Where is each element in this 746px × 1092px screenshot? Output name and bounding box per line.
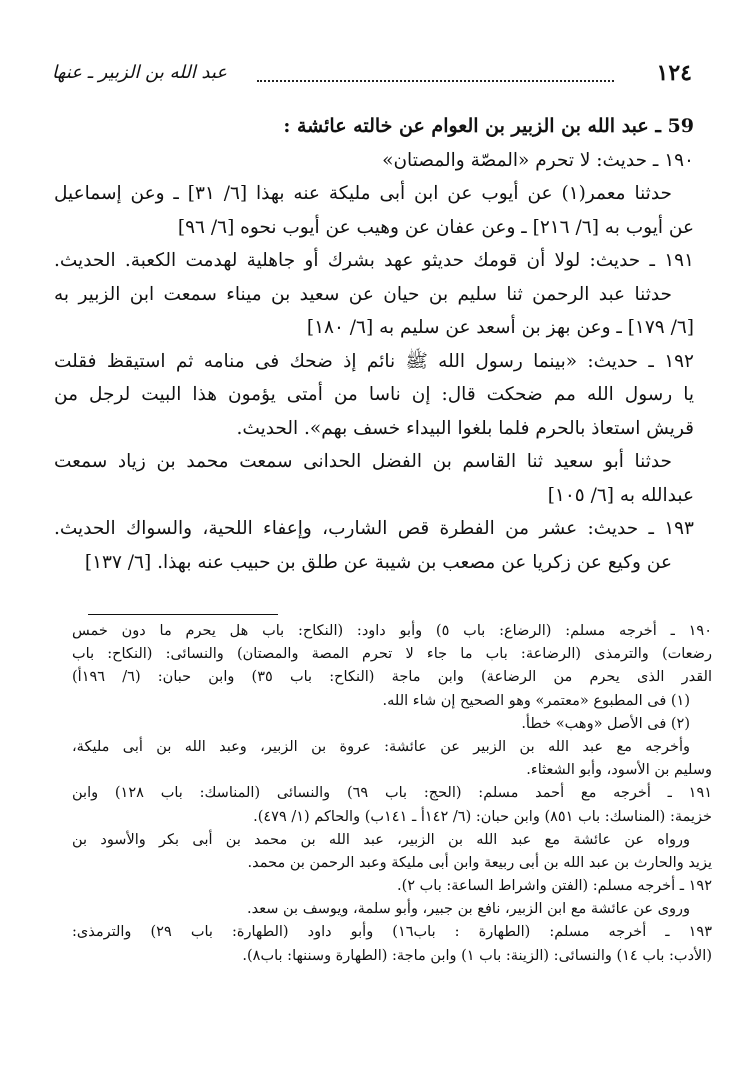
text-line: عن وكيع عن زكريا عن مصعب بن شيبة عن طلق بن حبيب عنه بهذا. [٦/ ١٣٧]: [84, 551, 672, 573]
text-line: عن أيوب به [٦/ ٢١٦] ـ وعن عفان عن وهيب عن أيوب نحوه [٦/ ٩٦]: [177, 216, 694, 238]
footnote-line: رضعات) والترمذى (الرضاعة: باب ما جاء لا تحرم المصة والمصتان) والنسائى: (النكاح: باب: [72, 646, 712, 663]
text-line: قريش استعاذ بالحرم فلما بلغوا البيداء خسف بهم». الحديث.: [236, 417, 694, 439]
footnotes: [72, 620, 712, 968]
footnote-line: ١٩١ ـ أخرجه مع أحمد مسلم: (الحج: باب ٦٩) والنسائى (المناسك: باب ١٢٨) وابن: [72, 785, 712, 802]
footnote-line: خزيمة: (المناسك: باب ٨٥١) وابن حبان: (٦/ ١٤٢أ ـ ١٤١ب) والحاكم (١/ ٤٧٩).: [253, 808, 712, 825]
footnote-line: القدر الذى يحرم من الرضاعة) وابن ماجة (النكاح: باب ٣٥) وابن حبان: (٦/ ١٩٦أ): [72, 669, 712, 686]
footnote-line: وروى عن عائشة مع ابن الزبير، نافع بن جبير، وأبو سلمة، ويوسف بن سعد.: [247, 901, 690, 918]
main-text: [54, 110, 694, 579]
footnote-line: وسليم بن الأسود، وأبو الشعثاء.: [526, 762, 712, 779]
footnote-line: (الأدب: باب ١٤) والنسائى: (الزينة: باب ١) وابن ماجة: (الطهارة وسننها: باب٨).: [242, 947, 712, 964]
footnote-line: ١٩٣ ـ أخرجه مسلم: (الطهارة : باب١٦) وأبو داود (الطهارة: باب ٢٩) والترمذى:: [72, 924, 712, 941]
hadith-192-heading: ١٩٢ ـ حديث: «بينما رسول الله ﷺ نائم إذ ضحك فى منامه ثم استيقظ فقلت: [54, 350, 694, 372]
text-line: يا رسول الله مم ضحكت قال: إن ناسا من أمتى يؤمون هذا البيت لرجل من: [54, 384, 694, 405]
text-line: حدثنا عبد الرحمن ثنا سليم بن حيان عن سعيد بن ميناء سمعت ابن الزبير به: [54, 283, 672, 305]
hadith-191-heading: ١٩١ ـ حديث: لولا أن قومك حديثو عهد بشرك أو جاهلية لهدمت الكعبة. الحديث.: [54, 250, 694, 271]
page-number: ١٢٤: [656, 60, 692, 86]
text-line: حدثنا معمر(١) عن أيوب عن ابن أبى مليكة عنه بهذا [٦/ ٣١] ـ وعن إسماعيل: [54, 183, 672, 204]
text-line: [٦/ ١٧٩] ـ وعن بهز بن أسعد عن سليم به [٦/ ١٨٠]: [306, 317, 694, 338]
text-line: عبدالله به [٦/ ١٠٥]: [547, 484, 694, 506]
page-header: [52, 60, 692, 90]
footnote-line: (٢) فى الأصل «وهب» خطأ.: [521, 715, 690, 732]
text-line: حدثنا أبو سعيد ثنا القاسم بن الفضل الحدانى سمعت محمد بن زياد سمعت: [54, 451, 672, 472]
footnote-line: وأخرجه مع عبد الله بن الزبير عن عائشة: عروة بن الزبير، وعبد الله بن أبى مليكة،: [72, 738, 690, 755]
hadith-190-heading: ١٩٠ ـ حديث: لا تحرم «المصّة والمصتان»: [382, 149, 694, 171]
section-title: 59 ـ عبد الله بن الزبير بن العوام عن خالته عائشة :: [283, 115, 694, 137]
header-dotted-rule: [257, 80, 614, 82]
footnote-line: ١٩٢ ـ أخرجه مسلم: (الفتن واشراط الساعة: باب ٢).: [396, 878, 712, 895]
footnote-line: (١) فى المطبوع «معتمر» وهو الصحيح إن شاء الله.: [382, 692, 690, 709]
footnote-line: ١٩٠ ـ أخرجه مسلم: (الرضاع: باب ٥) وأبو داود: (النكاح: باب هل يحرم ما دون خمس: [72, 623, 712, 639]
running-title: عبد الله بن الزبير ـ عنها: [52, 62, 228, 83]
footnote-rule: [88, 614, 278, 615]
hadith-193-heading: ١٩٣ ـ حديث: عشر من الفطرة قص الشارب، وإعفاء اللحية، والسواك الحديث.: [54, 518, 694, 539]
footnote-line: يزيد والحارث بن عبد الله بن أبى ربيعة وابن أبى مليكة وعبد الرحمن بن محمد.: [247, 854, 712, 871]
footnote-line: ورواه عن عائشة مع عبد الله بن الزبير، عبد الله بن محمد بن أبى بكر والأسود بن: [72, 831, 690, 848]
